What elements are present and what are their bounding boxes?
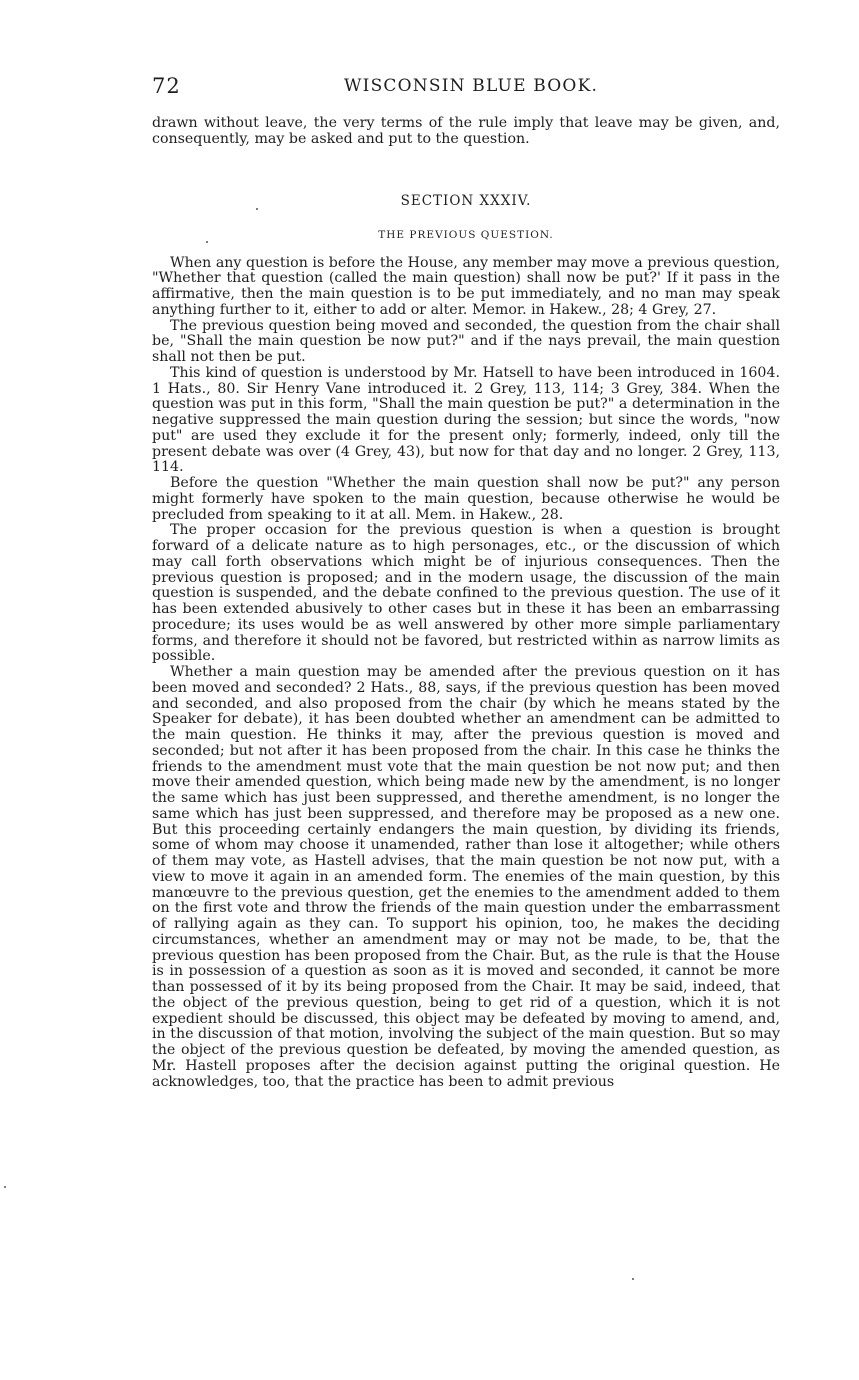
- section-subtitle: THE PREVIOUS QUESTION.: [378, 228, 554, 241]
- paragraph: The previous question being moved and seconded, the question from the chair shall be, "Shall the main question be now put?" and if the nays prevail, the main question shall not then be put.: [152, 317, 780, 365]
- body-text: [152, 116, 780, 1090]
- page-header: [152, 74, 780, 100]
- scan-speck: [4, 1186, 6, 1188]
- continuation-paragraph: drawn without leave, the very terms of the rule imply that leave may be given, and, consequently, may be asked and put to the question.: [152, 115, 780, 147]
- running-head: WISCONSIN BLUE BOOK.: [344, 76, 599, 96]
- paragraph: The proper occasion for the previous question is when a question is brought forward of a delicate nature as to high personages, etc., or the discussion of which may call forth observations which might be of injurious consequences. Then the previous question is proposed; and in the modern usage, the discussion of the main question is suspended, and the debate confined to the previous question. The use of it has been extended abusively to other cases but in these it has been an embarrassing procedure; its uses would be as well answered by other more simple parliamentary forms, and therefore it should not be favored, but restricted within as narrow limits as possible.: [152, 522, 780, 665]
- paragraph: Whether a main question may be amended after the previous question on it has been moved and seconded? 2 Hats., 88, says, if the previous question has been moved and seconded, and also proposed from the chair (by which he means stated by the Speaker for debate), it has been doubted whether an amendment can be admitted to the main question. He thinks it may, after the previous question is moved and seconded; but not after it has been proposed from the chair. In this case he thinks the friends to the amendment must vote that the main question be not now put; and then move their amended question, which being made new by the amendment, is no longer the same which has just been suppressed, and therethe amendment, is no longer the same which has just been suppressed, and therefore may be proposed as a new one. But this proceeding certainly endangers the main question, by dividing its friends, some of whom may choose it unamended, rather than lose it altogether; while others of them may vote, as Hastell advises, that the main question be not now put, with a view to move it again in an amended form. The enemies of the main question, by this manœuvre to the previous question, get the enemies to the amendment added to them on the first vote and throw the friends of the main question under the embarrassment of rallying again as they can. To support his opinion, too, he makes the deciding circumstances, whether an amendment may or may not be made, to be, that the previous question has been proposed from the Chair. But, as the rule is that the House is in possession of a question as soon as it is moved and seconded, it cannot be more than possessed of it by its being proposed from the Chair. It may be said, indeed, that the object of the previous question, being to get rid of a question, which it is not expedient should be discussed, this object may be defeated by moving to amend, and, in the discussion of that motion, involving the subject of the main question. But so may the object of the previous question be defeated, by moving the amended question, as Mr. Hastell proposes after the decision against putting the original question. He acknowledges, too, that the practice has been to admit previous: [152, 664, 780, 1090]
- section-title: SECTION XXXIV.: [400, 192, 532, 209]
- paragraph: When any question is before the House, any member may move a previous question, "Whether that question (called the main question) shall now be put?' If it pass in the affirmative, then the main question is to be put immediately, and no man may speak anything further to it, either to add or alter. Memor. in Hakew., 28; 4 Grey, 27.: [152, 254, 780, 318]
- scan-speck: [632, 1278, 634, 1280]
- paragraph: Before the question "Whether the main question shall now be put?" any person might formerly have spoken to the main question, because otherwise he would be precluded from speaking to it at all. Mem. in Hakew., 28.: [152, 475, 780, 523]
- page-number: 72: [152, 74, 181, 98]
- scan-speck: [206, 241, 208, 243]
- scan-speck: [256, 208, 258, 210]
- paragraph: This kind of question is understood by Mr. Hatsell to have been introduced in 1604. 1 Hats., 80. Sir Henry Vane introduced it. 2 Grey, 113, 114; 3 Grey, 384. When the question was put in this form, "Shall the main question be put?" a determination in the negative suppressed the main question during the session; but since the words, "now put" are used they exclude it for the present only; formerly, indeed, only till the present debate was over (4 Grey, 43), but now for that day and no longer. 2 Grey, 113, 114.: [152, 364, 780, 476]
